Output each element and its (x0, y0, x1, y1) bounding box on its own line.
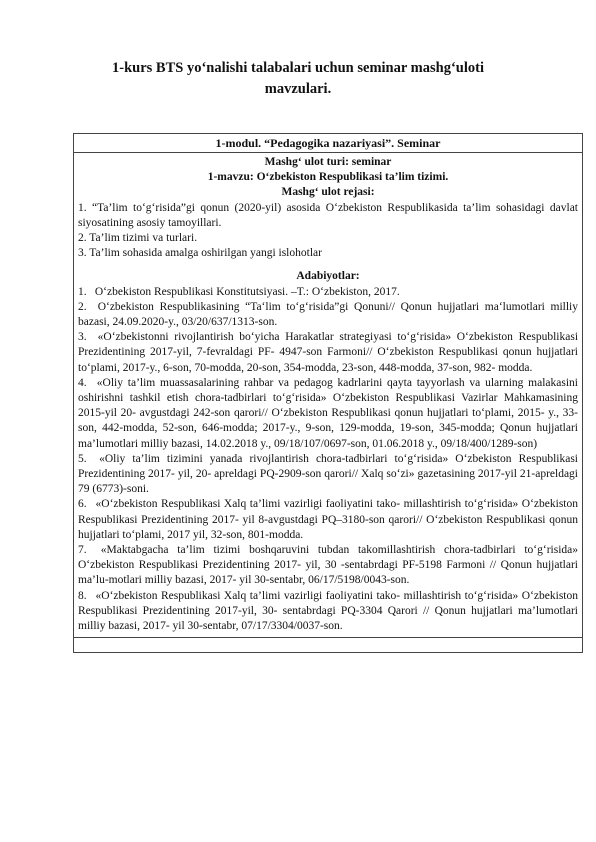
reference-number: 6. (78, 498, 87, 511)
empty-table-row (74, 637, 582, 652)
topic-title: 1-mavzu: O‘zbekiston Respublikasi ta’lim tizimi. (207, 171, 449, 184)
reference-item (78, 300, 578, 330)
reference-number: 1. (78, 285, 87, 298)
reference-text: O‘zbekiston Respublikasining “Ta‘lim to‘g‘risida”gi Qonuni// Qonun hujjatlari ma‘lumotlari milliy bazasi, 24.09.2020-y., 03/20/637/1313-son. (78, 300, 578, 329)
reference-number: 4. (78, 376, 87, 389)
seminar-content-cell (74, 153, 582, 637)
reference-text: O‘zbekiston Respublikasi Konstitutsiyasi. –T.: O‘zbekiston, 2017. (94, 285, 400, 298)
reference-number: 2. (78, 300, 87, 313)
lesson-type: Mashg‘ ulot turi: seminar (264, 156, 392, 168)
reference-item (78, 497, 578, 543)
reference-item (78, 589, 578, 635)
reference-number: 5. (78, 452, 87, 465)
reference-text: «O‘zbekistonni rivojlantirish bo‘yicha Harakatlar strategiyasi to‘g‘risida» O‘zbekiston Respublikasi Prezidentining 2017-yil, 7-fevraldagi PF- 4947-son Farmoni// O‘zbekiston Respublikasi qonun hujjatlari to‘plami, 2017-y., 6-son, 70-modda, 20-son, 354-modda, 23-son, 448-modda, 37-son, 982- modda. (78, 331, 579, 374)
document-title (60, 58, 536, 100)
reference-text: «Oliy ta’lim tizimini yanada rivojlantirish chora-tadbirlari to‘g‘risida» O‘zbekiston Respublikasi Prezidentining 2017- yil, 20- apreldagi PQ-2909-son qarori// Xalq so‘zi» gazetasining 2017-yil 21-apreldagi 79 (6773)-soni. (78, 452, 579, 496)
reference-text: «O‘zbekiston Respublikasi Xalq ta’limi vazirligi faoliyatini tako- millashtirish to‘g‘risida» O‘zbekiston Respublikasi Prezidentining 2017-yil, 30- sentabrdagi PQ-3304 Qarori // Qonun hujjatlari ma’lumotlari milliy bazasi, 2017- yil 30-sentabr, 07/17/3304/0037-son. (78, 589, 579, 633)
reference-item (78, 376, 578, 452)
document-title-line-2: mavzulari. (264, 81, 332, 97)
plan-item: 1. “Ta’lim to‘g‘risida”gi qonun (2020-yil) asosida O‘zbekiston Respublikasida ta’lim sohasidagi davlat siyosatining asosiy tamoyillari. (78, 201, 578, 229)
reference-item (78, 452, 578, 498)
reference-text: «Oliy ta’lim muassasalarining rahbar va pedagog kadrlarini qayta tayyorlash va ularning malakasini oshirishni tashkil etish chora-tadbirlari to‘g‘risida» O‘zbekiston Respublikasi Vazirlar Mahkamasining 2015-yil 20- avgustdagi 242-son qarori// O‘zbekiston Respublikasi qonun hujjatlari to‘plami, 2015- y., 33-son, 442-modda, 52-son, 646-modda; 2017-y., 9-son, 129-modda, 19-son, 345-modda; Qonun hujjatlari ma’lumotlari milliy bazasi, 14.02.2018 y., 09/18/107/0697-son, 01.06.2018 y., 09/18/400/1289-son) (78, 376, 578, 450)
seminar-table (73, 133, 583, 653)
literature-heading: Adabiyotlar: (296, 270, 360, 283)
reference-item (78, 330, 578, 376)
module-header: 1-modul. “Pedagogika nazariyasi”. Seminar (74, 134, 582, 153)
reference-number: 8. (78, 589, 87, 602)
reference-text: «Maktabgacha ta’lim tizimi boshqaruvini tubdan takomillashtirish chora-tadbirlari to‘g‘risida» O‘zbekiston Respublikasi Prezidentining 2017- yil, 30 -sentabrdagi PF-5198 Farmoni // Qonun hujjatlari ma’lu-motlari milliy bazasi, 2017- yil 30-sentabr, 06/17/5198/0043-son. (78, 544, 578, 587)
reference-item (78, 543, 578, 589)
reference-item (78, 285, 578, 300)
document-title-line-1: 1-kurs BTS yo‘nalishi talabalari uchun seminar mashg‘uloti (112, 60, 484, 76)
reference-text: «O‘zbekiston Respublikasi Xalq ta’limi vazirligi faoliyatini tako- millashtirish to‘g‘risida» O‘zbekiston Respublikasi Prezidentining 2017- yil 8-avgustdagi PQ–3180-son qarori// O‘zbekiston Respublikasi qonun hujjatlari to‘plami, 2017 yil, 32-son, 801-modda. (78, 498, 579, 541)
reference-number: 3. (78, 331, 87, 344)
plan-heading: Mashg‘ ulot rejasi: (281, 186, 375, 199)
reference-number: 7. (78, 544, 87, 557)
plan-item: 2. Ta’lim tizimi va turlari. (78, 232, 198, 245)
plan-item: 3. Ta’lim sohasida amalga oshirilgan yangi islohotlar (78, 247, 322, 260)
